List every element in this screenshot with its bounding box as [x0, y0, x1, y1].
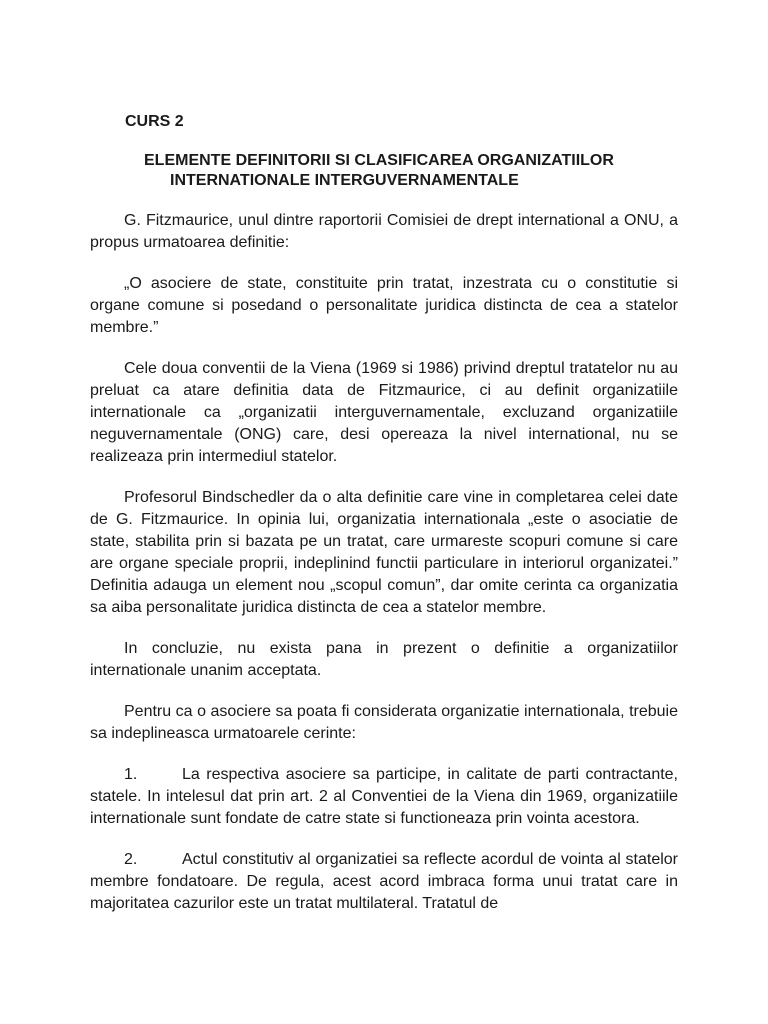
paragraph-fitzmaurice-intro: G. Fitzmaurice, unul dintre raportorii Comisiei de drept international a ONU, a propus urmatoarea definitie:	[90, 212, 678, 251]
item-number: 1.	[124, 766, 138, 783]
course-label: CURS 2	[125, 113, 184, 130]
item-text: La respectiva asociere sa participe, in calitate de parti contractante, statele. In intelesul dat prin art. 2 al Conventiei de la Viena din 1969, organizatiile internationale sunt fondate de catre state si functioneaza prin vointa acestora.	[90, 766, 678, 827]
title-line-2: INTERNATIONALE INTERGUVERNAMENTALE	[170, 172, 519, 189]
paragraph-conclusion: In concluzie, nu exista pana in prezent o definitie a organizatiilor internationale unanim acceptata.	[90, 640, 678, 679]
document-title	[90, 151, 714, 191]
paragraph-bindschedler: Profesorul Bindschedler da o alta definitie care vine in completarea celei date de G. Fitzmaurice. In opinia lui, organizatia internationala „este o asociatie de state, stabilita prin si bazata pe un tratat, care urmareste scopuri comune si care are organe speciale proprii, indeplinind functii particulare in interiorul organizatei.” Definitia adauga un element nou „scopul comun”, dar omite cerinta ca organizatia sa aiba personalitate juridica distincta de cea a statelor membre.	[90, 489, 678, 616]
document-body	[90, 210, 678, 934]
list-item	[90, 764, 678, 830]
list-item	[90, 849, 678, 915]
item-number: 2.	[124, 851, 138, 868]
paragraph-vienna-conventions: Cele doua conventii de la Viena (1969 si 1986) privind dreptul tratatelor nu au preluat ca atare definitia data de Fitzmaurice, ci au definit organizatiile internationale ca „organizatii interguvernamentale, excluzand organizatiile neguvernamentale (ONG) care, desi opereaza la nivel international, nu se realizeaza prin intermediul statelor.	[90, 360, 678, 465]
paragraph-fitzmaurice-quote: „O asociere de state, constituite prin tratat, inzestrata cu o constitutie si organe comune si posedand o personalitate juridica distincta de cea a statelor membre.”	[90, 275, 678, 336]
paragraph-requirements-intro: Pentru ca o asociere sa poata fi considerata organizatie internationala, trebuie sa indeplineasca urmatoarele cerinte:	[90, 703, 678, 742]
item-text: Actul constitutiv al organizatiei sa reflecte acordul de vointa al statelor membre fondatoare. De regula, acest acord imbraca forma unui tratat care in majoritatea cazurilor este un tratat multilateral. Tratatul de	[90, 851, 678, 912]
title-line-1: ELEMENTE DEFINITORII SI CLASIFICAREA ORGANIZATIILOR	[144, 152, 614, 169]
